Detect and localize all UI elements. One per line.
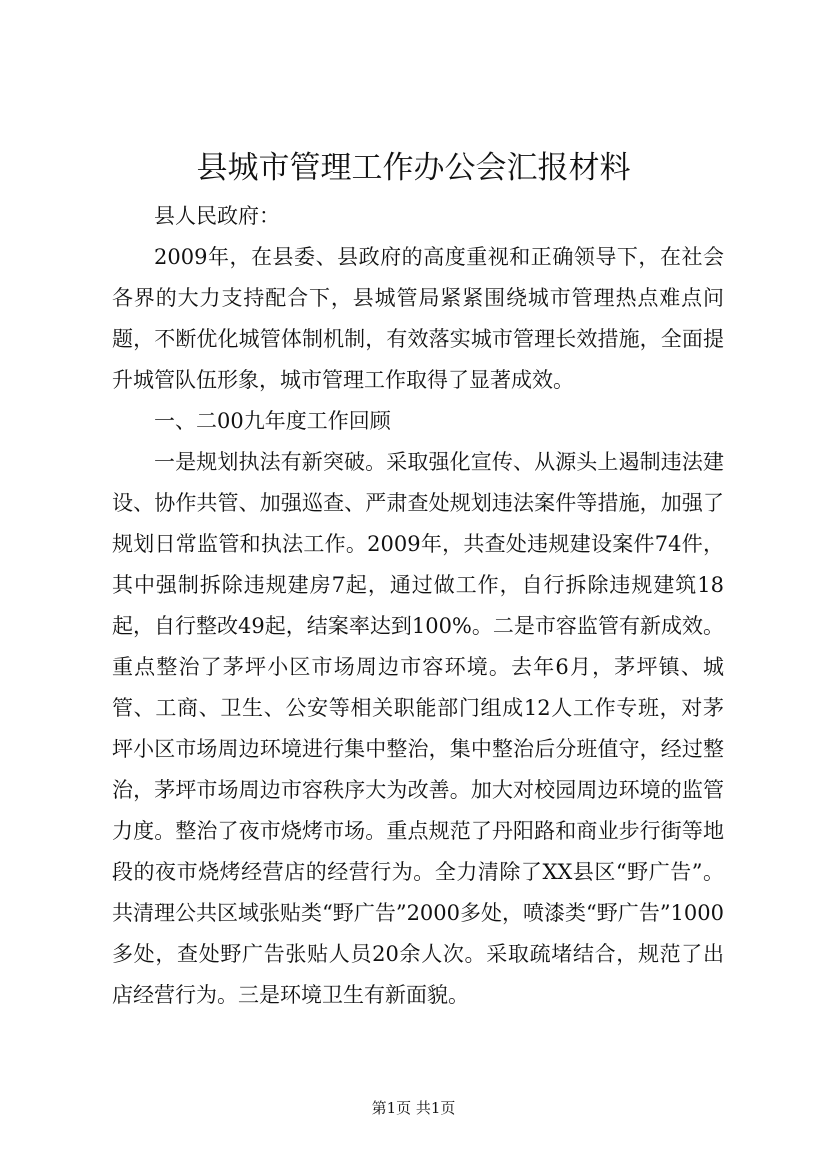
section-heading: 一、二00九年度工作回顾 <box>154 409 391 433</box>
page-number-footer: 第1页 共1页 <box>371 1099 456 1117</box>
paragraph-intro: 2009年，在县委、县政府的高度重视和正确领导下，在社会各界的大力支持配合下，县城管局紧紧围绕城市管理热点难点问题，不断优化城管体制机制，有效落实城市管理长效措施，全面提升城管队伍形象，城市管理工作取得了显著成效。 <box>112 245 724 392</box>
document-title: 县城市管理工作办公会汇报材料 <box>196 150 631 186</box>
salutation: 县人民政府： <box>154 204 280 228</box>
document-body <box>112 196 724 1016</box>
paragraph-review: 一是规划执法有新突破。采取强化宣传、从源头上遏制违法建设、协作共管、加强巡查、严肃查处规划违法案件等措施，加强了规划日常监管和执法工作。2009年，共查处违规建设案件74件，其中强制拆除违规建房7起，通过做工作，自行拆除违规建筑18起，自行整改49起，结案率达到100%。二是市容监管有新成效。重点整治了茅坪小区市场周边市容环境。去年6月，茅坪镇、城管、工商、卫生、公安等相关职能部门组成12人工作专班，对茅坪小区市场周边环境进行集中整治，集中整治后分班值守，经过整治，茅坪市场周边市容秩序大为改善。加大对校园周边环境的监管力度。整治了夜市烧烤市场。重点规范了丹阳路和商业步行街等地段的夜市烧烤经营店的经营行为。全力清除了XX县区“野广告”。共清理公共区域张贴类“野广告”2000多处，喷漆类“野广告”1000多处，查处野广告张贴人员20余人次。采取疏堵结合，规范了出店经营行为。三是环境卫生有新面貌。 <box>112 450 724 1007</box>
